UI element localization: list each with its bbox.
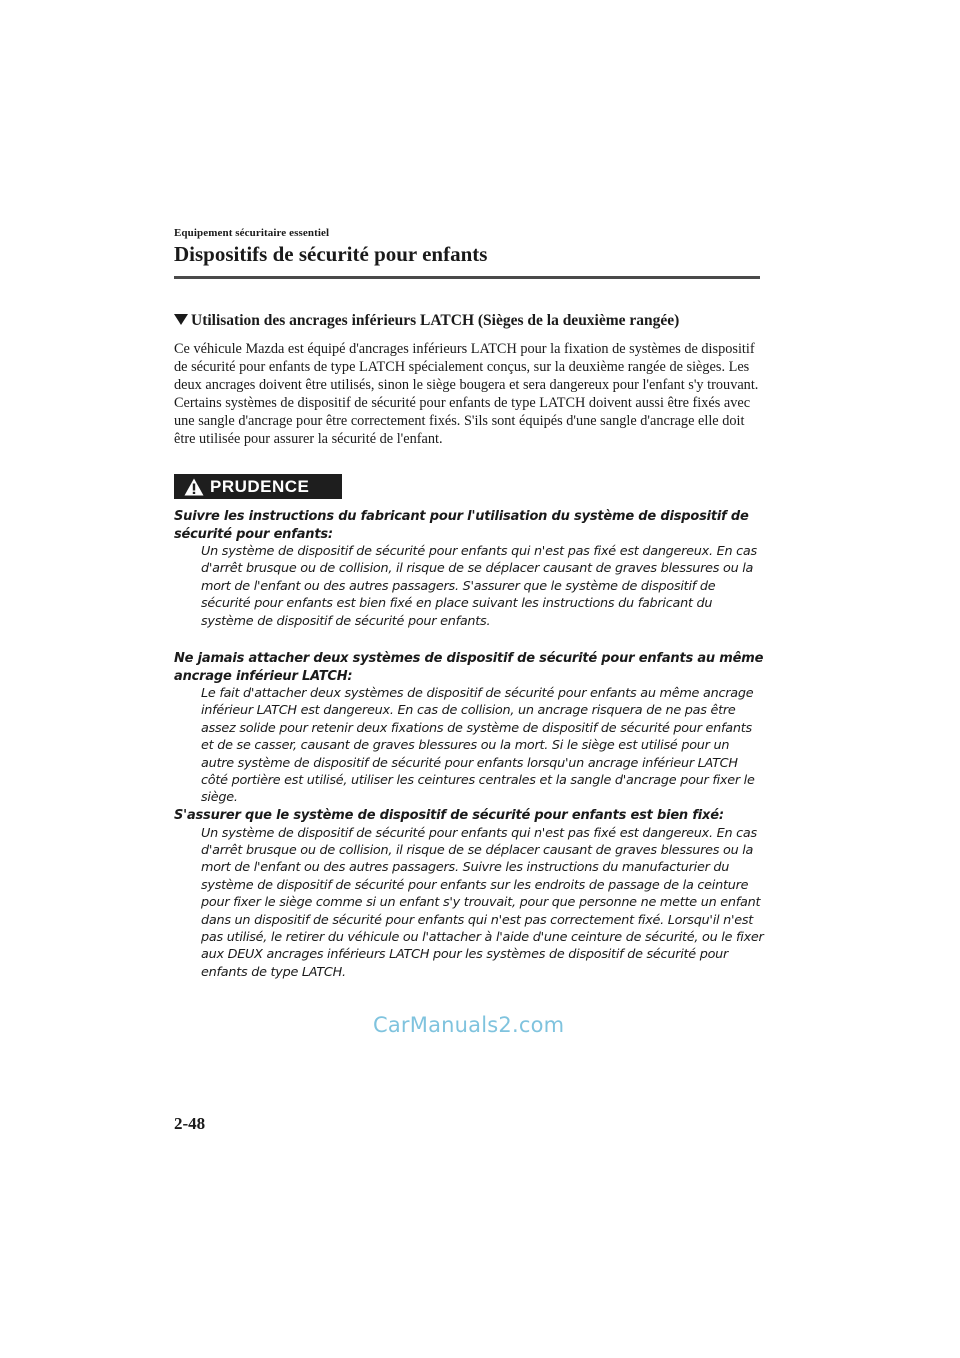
header-category: Equipement sécuritaire essentiel xyxy=(174,227,330,239)
watermark-link[interactable]: CarManuals2.com xyxy=(373,1013,565,1037)
section-heading-text: Utilisation des ancrages inférieurs LATCH (Sièges de la deuxième rangée) xyxy=(191,312,680,329)
warning-title: S'assurer que le système de dispositif de sécurité pour enfants est bien fixé: xyxy=(174,808,724,823)
warning-body: Un système de dispositif de sécurité pour enfants qui n'est pas fixé est dangereux. En cas d'arrêt brusque ou de collision, il risque de se déplacer causant de graves blessures ou la mort de l'enfant ou des autres passagers. Suivre les instructions du manufacturier du système de dispositif de sécurité pour enfants sur les endroits de passage de la ceinture pour fixer le siège comme si un enfant s'y trouvait, pour que personne ne mette un enfant dans un dispositif de sécurité pour enfants qui n'est pas correctement fixé. Lorsqu'il n'est pas utilisé, le retirer du véhicule ou l'attacher à l'aide d'une ceinture de sécurité, ou le fixer aux DEUX ancrages inférieurs LATCH pour les systèmes de dispositif de sécurité pour enfants de type LATCH. xyxy=(201,825,764,980)
caution-banner xyxy=(174,474,342,499)
warning-title: Suivre les instructions du fabricant pour l'utilisation du système de dispositif de sécurité pour enfants: xyxy=(174,509,749,542)
page-title: Dispositifs de sécurité pour enfants xyxy=(174,242,488,266)
intro-paragraph: Ce véhicule Mazda est équipé d'ancrages inférieurs LATCH pour la fixation de systèmes de dispositif de sécurité pour enfants de type LATCH spécialement conçus, sur la deuxième rangée de sièges. Les deux ancrages doivent être utilisés, sinon le siège bougera et sera dangereux pour l'enfant s'y trouvant. Certains systèmes de dispositif de sécurité pour enfants de type LATCH doivent aussi être fixés avec une sangle d'ancrage pour être correctement fixés. S'ils sont équipés d'une sangle d'ancrage elle doit être utilisée pour assurer la sécurité de l'enfant. xyxy=(174,341,759,447)
warning-item xyxy=(174,508,764,630)
warning-title: Ne jamais attacher deux systèmes de dispositif de sécurité pour enfants au même ancrage inférieur LATCH: xyxy=(174,651,764,684)
warning-triangle-icon xyxy=(184,478,204,496)
warning-item xyxy=(174,807,764,981)
warning-body: Le fait d'attacher deux systèmes de dispositif de sécurité pour enfants au même ancrage inférieur LATCH est dangereux. En cas de collision, un ancrage risquera de ne pas être assez solide pour retenir deux fixations de système de dispositif de sécurité pour enfants et de se casser, causant de graves blessures ou la mort. Si le siège est utilisé pour un autre système de dispositif de sécurité pour enfants lorsqu'un ancrage inférieur LATCH côté portière est utilisé, utiliser les ceintures centrales et la sangle d'ancrage pour fixer le siège. xyxy=(201,686,755,806)
page-number: 2-48 xyxy=(174,1114,206,1133)
warning-body: Un système de dispositif de sécurité pour enfants qui n'est pas fixé est dangereux. En cas d'arrêt brusque ou de collision, il risque de se déplacer causant de graves blessures ou la mort de l'enfant ou des autres passagers. S'assurer que le système de dispositif de sécurité pour enfants est bien fixé en place suivant les instructions du fabricant du système de dispositif de sécurité pour enfants. xyxy=(201,544,757,629)
header-divider xyxy=(174,276,760,279)
warning-item xyxy=(174,650,764,807)
section-heading xyxy=(174,312,764,330)
triangle-down-icon xyxy=(174,314,188,325)
caution-label: PRUDENCE xyxy=(210,476,310,496)
